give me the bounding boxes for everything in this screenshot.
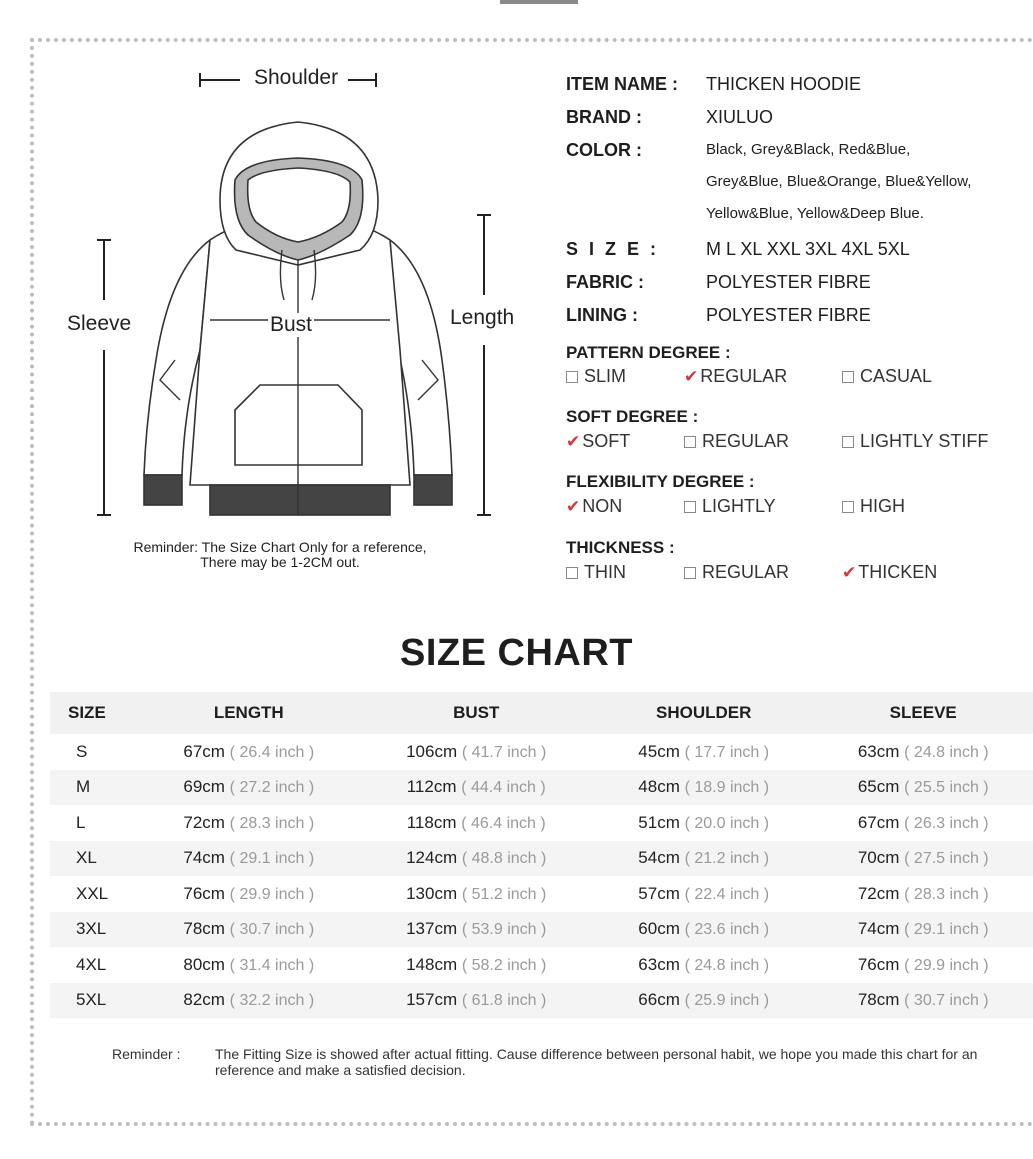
table-row xyxy=(50,876,1033,912)
pattern-option-1 xyxy=(684,366,787,387)
checkmark-icon: ✔ xyxy=(566,497,581,516)
checkbox-icon xyxy=(684,436,696,448)
diagram-reminder-line1: Reminder: The Size Chart Only for a reference, xyxy=(133,539,427,555)
color-line2: Grey&Blue, Blue&Orange, Blue&Yellow, xyxy=(706,173,972,190)
bust-cm: 112cm xyxy=(406,777,457,797)
flexibility-option-label: LIGHTLY xyxy=(702,496,776,516)
thickness-title: THICKNESS : xyxy=(566,538,675,557)
length-cm: 78cm xyxy=(183,919,225,939)
bust-inch: ( 44.4 inch ) xyxy=(461,779,546,797)
length-cm: 76cm xyxy=(183,883,225,903)
shoulder-cell xyxy=(594,947,814,983)
table-row xyxy=(50,734,1033,770)
size-cell: XXL xyxy=(76,883,109,903)
sleeve-cell xyxy=(813,805,1033,841)
shoulder-inch: ( 17.7 inch ) xyxy=(684,743,770,761)
size-chart-header-row xyxy=(50,692,1033,734)
color-label: COLOR : xyxy=(566,140,642,160)
bust-cell xyxy=(359,770,594,806)
sleeve-cm: 65cm xyxy=(857,777,900,797)
length-measure-line xyxy=(477,215,491,515)
top-tab-bar xyxy=(500,0,578,4)
shoulder-cm: 48cm xyxy=(638,777,680,797)
sleeve-cell xyxy=(813,876,1033,912)
size-cell: M xyxy=(50,770,139,806)
fabric-label: FABRIC : xyxy=(566,272,644,292)
checkbox-icon xyxy=(566,371,578,383)
size-chart-title: SIZE CHART xyxy=(400,632,633,674)
sleeve-cell xyxy=(813,734,1033,770)
bust-cm: 124cm xyxy=(406,848,458,868)
hoodie-diagram xyxy=(60,60,540,530)
shoulder-cm: 66cm xyxy=(638,990,680,1010)
item-name-value: THICKEN HOODIE xyxy=(706,74,862,94)
soft-option-0 xyxy=(566,431,630,452)
shoulder-cm: 51cm xyxy=(638,812,680,832)
length-cm: 80cm xyxy=(183,954,225,974)
shoulder-inch: ( 22.4 inch ) xyxy=(684,885,770,903)
soft-option-1 xyxy=(684,431,789,452)
flexibility-degree-title: FLEXIBILITY DEGREE : xyxy=(566,472,755,491)
length-cm: 72cm xyxy=(183,812,225,832)
sleeve-cm: 78cm xyxy=(857,990,900,1010)
sleeve-cm: 76cm xyxy=(857,954,900,974)
pattern-option-0 xyxy=(566,366,626,387)
sleeve-cell xyxy=(813,841,1033,877)
pattern-option-label: REGULAR xyxy=(700,366,788,386)
bust-inch: ( 48.8 inch ) xyxy=(461,850,547,868)
size-cell: 5XL xyxy=(50,983,139,1019)
fabric-value: POLYESTER FIBRE xyxy=(706,272,871,292)
length-inch: ( 28.3 inch ) xyxy=(229,814,315,832)
bust-inch: ( 46.4 inch ) xyxy=(461,814,546,832)
flexibility-option-2 xyxy=(842,496,905,517)
length-cell xyxy=(139,876,359,912)
sleeve-cell xyxy=(813,912,1033,948)
sleeve-cell xyxy=(813,770,1033,806)
item-name-label: ITEM NAME : xyxy=(566,74,678,94)
thickness-option-label: THICKEN xyxy=(858,562,938,582)
lining-label: LINING : xyxy=(566,305,638,325)
thickness-option-1 xyxy=(684,562,789,583)
length-inch: ( 29.1 inch ) xyxy=(229,850,315,868)
size-cell: 3XL xyxy=(50,912,139,948)
checkmark-icon: ✔ xyxy=(566,432,581,451)
length-inch: ( 32.2 inch ) xyxy=(229,992,315,1010)
shoulder-cell xyxy=(594,841,814,877)
shoulder-cell xyxy=(594,770,814,806)
soft-option-2 xyxy=(842,431,988,452)
length-cell xyxy=(139,734,359,770)
lining-value: POLYESTER FIBRE xyxy=(706,305,871,325)
table-row xyxy=(50,983,1033,1019)
sleeve-inch: ( 24.8 inch ) xyxy=(904,743,989,761)
bottom-reminder-text: The Fitting Size is showed after actual fitting. Cause difference between personal habit, we hope you made this chart for an reference and make a satisfied decision. xyxy=(215,1046,978,1078)
size-cell: L xyxy=(76,812,86,832)
length-cm: 74cm xyxy=(183,848,225,868)
shoulder-cell xyxy=(594,912,814,948)
brand-label: BRAND : xyxy=(566,107,642,127)
size-chart-body xyxy=(50,734,1033,1018)
table-row xyxy=(50,805,1033,841)
color-line3: Yellow&Blue, Yellow&Deep Blue. xyxy=(706,205,924,222)
flexibility-option-label: HIGH xyxy=(860,496,905,516)
shoulder-cell xyxy=(594,983,814,1019)
bust-cell xyxy=(359,983,594,1019)
shoulder-cm: 54cm xyxy=(638,848,680,868)
length-cell xyxy=(139,770,359,806)
header-shoulder: SHOULDER xyxy=(594,692,814,734)
diagram-reminder xyxy=(80,540,480,570)
size-cell: S xyxy=(76,741,88,761)
diagram-reminder-line2: There may be 1-2CM out. xyxy=(200,554,360,570)
checkbox-icon xyxy=(684,501,696,513)
sleeve-inch: ( 26.3 inch ) xyxy=(904,814,989,832)
pattern-degree-title: PATTERN DEGREE : xyxy=(566,343,731,362)
checkmark-icon: ✔ xyxy=(842,563,857,582)
sleeve-inch: ( 30.7 inch ) xyxy=(904,992,989,1010)
checkbox-icon xyxy=(842,371,854,383)
table-row xyxy=(50,947,1033,983)
flexibility-option-label: NON xyxy=(582,496,623,516)
shoulder-inch: ( 25.9 inch ) xyxy=(684,992,770,1010)
sleeve-cm: 70cm xyxy=(857,848,900,868)
table-row xyxy=(50,912,1033,948)
table-row xyxy=(50,841,1033,877)
bust-cm: 130cm xyxy=(406,883,458,903)
sleeve-cm: 72cm xyxy=(857,883,900,903)
soft-option-label: REGULAR xyxy=(702,431,790,451)
shoulder-cm: 57cm xyxy=(638,883,680,903)
bust-cm: 148cm xyxy=(406,954,458,974)
shoulder-cm: 63cm xyxy=(638,954,680,974)
shoulder-cell xyxy=(594,805,814,841)
length-cell xyxy=(139,805,359,841)
sleeve-cm: 74cm xyxy=(857,919,900,939)
length-inch: ( 26.4 inch ) xyxy=(229,743,315,761)
shoulder-cm: 60cm xyxy=(638,919,680,939)
sleeve-label: Sleeve xyxy=(67,312,132,335)
size-cell: XL xyxy=(50,841,139,877)
bust-cell xyxy=(359,947,594,983)
bust-inch: ( 53.9 inch ) xyxy=(461,921,547,939)
size-cell: 4XL xyxy=(76,954,107,974)
length-cell xyxy=(139,841,359,877)
checkbox-icon xyxy=(842,436,854,448)
pattern-option-2 xyxy=(842,366,932,387)
bust-cell xyxy=(359,734,594,770)
length-label: Length xyxy=(450,306,515,329)
sleeve-inch: ( 29.1 inch ) xyxy=(904,921,989,939)
header-sleeve: SLEEVE xyxy=(813,692,1033,734)
soft-option-label: SOFT xyxy=(582,431,631,451)
shoulder-inch: ( 24.8 inch ) xyxy=(684,956,770,974)
shoulder-label: Shoulder xyxy=(250,66,342,90)
checkbox-icon xyxy=(842,501,854,513)
sleeve-cm: 67cm xyxy=(857,812,900,832)
bust-inch: ( 51.2 inch ) xyxy=(461,885,547,903)
bottom-reminder-label: Reminder : xyxy=(112,1046,181,1062)
flexibility-option-1 xyxy=(684,496,776,517)
color-line1: Black, Grey&Black, Red&Blue, xyxy=(706,141,911,158)
size-chart-table xyxy=(50,692,1033,1018)
sleeve-cell xyxy=(813,983,1033,1019)
size-values: M L XL XXL 3XL 4XL 5XL xyxy=(706,239,910,259)
shoulder-cell xyxy=(594,876,814,912)
bust-cell xyxy=(359,841,594,877)
thickness-option-label: REGULAR xyxy=(702,562,790,582)
shoulder-inch: ( 18.9 inch ) xyxy=(684,779,770,797)
sleeve-inch: ( 29.9 inch ) xyxy=(904,956,989,974)
soft-option-label: LIGHTLY STIFF xyxy=(860,431,989,451)
flexibility-option-0 xyxy=(566,496,622,517)
length-inch: ( 29.9 inch ) xyxy=(229,885,315,903)
length-cm: 67cm xyxy=(183,741,225,761)
hoodie-illustration xyxy=(60,60,540,530)
table-row xyxy=(50,770,1033,806)
length-cm: 69cm xyxy=(183,777,225,797)
length-inch: ( 31.4 inch ) xyxy=(229,956,315,974)
pattern-option-label: SLIM xyxy=(584,366,627,386)
shoulder-cell xyxy=(594,734,814,770)
bust-label: Bust xyxy=(270,313,313,336)
header-bust: BUST xyxy=(359,692,594,734)
bust-cm: 157cm xyxy=(406,990,458,1010)
bust-inch: ( 58.2 inch ) xyxy=(461,956,547,974)
bust-inch: ( 61.8 inch ) xyxy=(461,992,547,1010)
shoulder-inch: ( 20.0 inch ) xyxy=(684,814,770,832)
checkbox-icon xyxy=(566,567,578,579)
length-cell xyxy=(139,947,359,983)
header-length: LENGTH xyxy=(139,692,359,734)
thickness-option-0 xyxy=(566,562,626,583)
bust-cell xyxy=(359,876,594,912)
sleeve-cell xyxy=(813,947,1033,983)
brand-value: XIULUO xyxy=(706,107,774,127)
soft-degree-title: SOFT DEGREE : xyxy=(566,407,699,426)
sleeve-cm: 63cm xyxy=(857,741,900,761)
thickness-option-label: THIN xyxy=(584,562,626,582)
sleeve-inch: ( 28.3 inch ) xyxy=(904,885,989,903)
size-label: S I Z E : xyxy=(566,239,660,259)
checkbox-icon xyxy=(684,567,696,579)
length-cell xyxy=(139,983,359,1019)
bust-cell xyxy=(359,805,594,841)
bust-inch: ( 41.7 inch ) xyxy=(461,743,547,761)
pattern-option-label: CASUAL xyxy=(860,366,933,386)
bust-cm: 137cm xyxy=(406,919,458,939)
header-size: SIZE xyxy=(50,692,139,734)
length-cell xyxy=(139,912,359,948)
bust-cell xyxy=(359,912,594,948)
length-cm: 82cm xyxy=(183,990,225,1010)
shoulder-inch: ( 21.2 inch ) xyxy=(684,850,770,868)
thickness-option-2 xyxy=(842,562,937,583)
shoulder-inch: ( 23.6 inch ) xyxy=(684,921,770,939)
sleeve-inch: ( 25.5 inch ) xyxy=(904,779,989,797)
sleeve-measure-line xyxy=(97,240,111,515)
bust-cm: 106cm xyxy=(406,741,458,761)
length-inch: ( 27.2 inch ) xyxy=(229,779,315,797)
shoulder-cm: 45cm xyxy=(638,741,680,761)
length-inch: ( 30.7 inch ) xyxy=(229,921,315,939)
bust-cm: 118cm xyxy=(406,812,457,832)
sleeve-inch: ( 27.5 inch ) xyxy=(904,850,989,868)
checkmark-icon: ✔ xyxy=(684,367,699,386)
